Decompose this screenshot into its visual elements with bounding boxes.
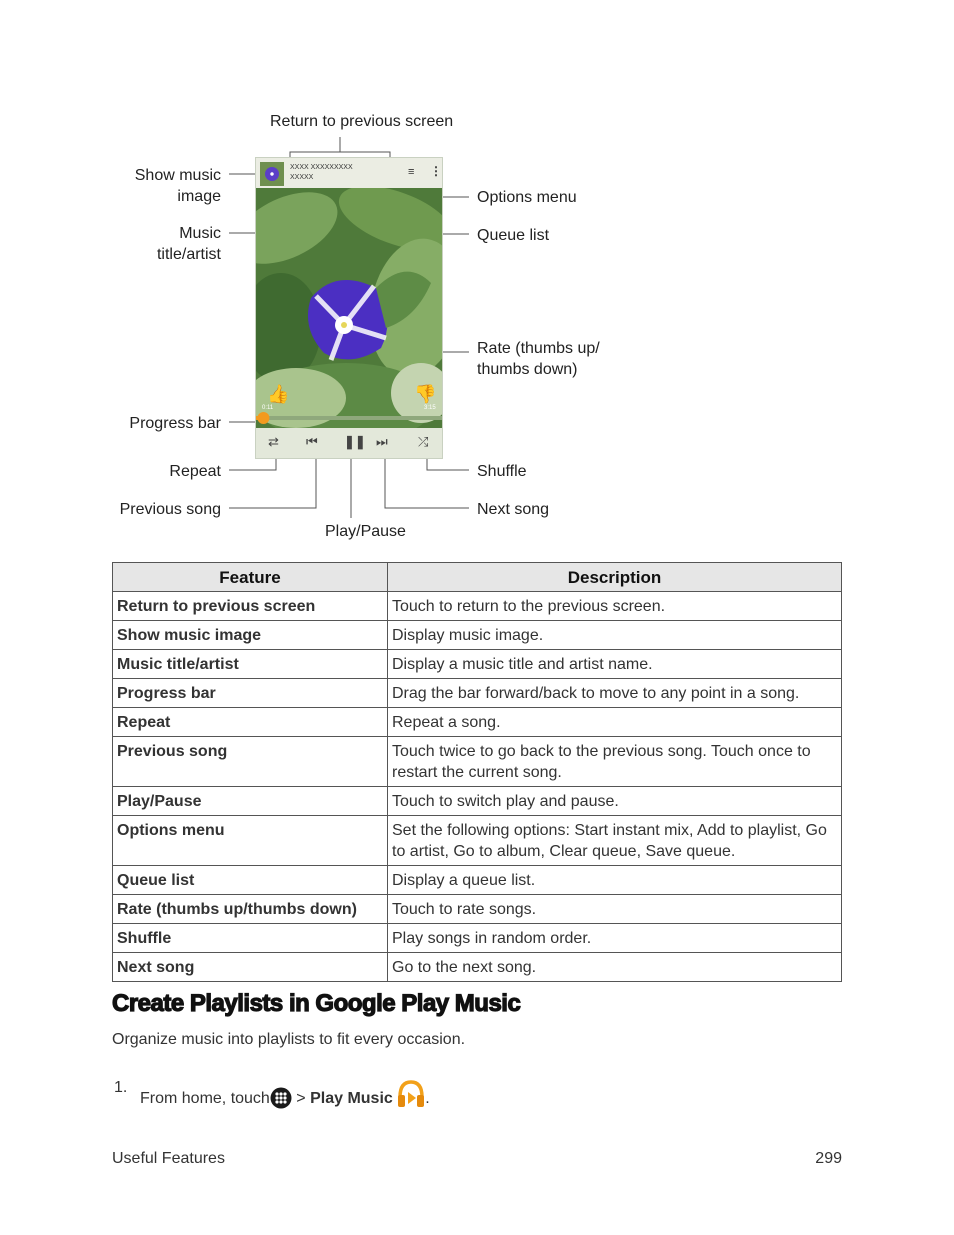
feature-cell: Repeat [113, 708, 388, 737]
music-title-text: XXXX XXXXXXXXX [290, 164, 353, 171]
album-art-flower-image [256, 188, 442, 428]
step-number: 1. [114, 1079, 128, 1096]
feature-cell: Return to previous screen [113, 592, 388, 621]
description-cell: Touch twice to go back to the previous song. Touch once to restart the current song. [388, 737, 842, 787]
description-cell: Play songs in random order. [388, 924, 842, 953]
table-row [113, 737, 842, 787]
feature-cell: Next song [113, 953, 388, 982]
time-total-text: 3:15 [424, 405, 436, 411]
feature-cell: Show music image [113, 621, 388, 650]
callout-repeat: Repeat [169, 463, 221, 480]
annotated-player-figure [0, 0, 954, 560]
thumbs-down-icon: 👎 [414, 384, 437, 404]
callout-music-title-line2: title/artist [156, 246, 221, 263]
callout-progress-bar: Progress bar [129, 415, 221, 432]
description-cell: Repeat a song. [388, 708, 842, 737]
table-row [113, 650, 842, 679]
description-cell: Drag the bar forward/back to move to any point in a song. [388, 679, 842, 708]
feature-cell: Shuffle [113, 924, 388, 953]
table-row [113, 592, 842, 621]
callout-rate-line2: thumbs down) [477, 361, 578, 378]
callout-queue-list: Queue list [477, 227, 550, 244]
step-text [140, 1079, 430, 1114]
callout-music-title-artist [110, 223, 221, 265]
feature-cell: Play/Pause [113, 787, 388, 816]
callout-previous-song: Previous song [119, 501, 221, 518]
shuffle-icon[interactable]: ⤮ [418, 434, 429, 449]
phone-top-bar[interactable] [256, 158, 442, 188]
feature-cell: Options menu [113, 816, 388, 866]
apps-grid-icon [270, 1087, 292, 1114]
thumbs-up-icon: 👍 [267, 384, 290, 404]
music-artist-text: XXXXX [290, 174, 314, 181]
step-prefix: From home, touch [140, 1090, 270, 1107]
time-elapsed-text: 0:11 [262, 405, 274, 411]
play-pause-icon[interactable]: ❚❚ [344, 434, 366, 449]
description-cell: Set the following options: Start instant mix, Add to playlist, Go to artist, Go to album, Clear queue, Save queue. [388, 816, 842, 866]
table-row [113, 924, 842, 953]
step-suffix: . [425, 1090, 430, 1107]
footer-page-number: 299 [815, 1150, 842, 1167]
header-description: Description [388, 563, 842, 592]
next-song-icon[interactable]: ⏭ [376, 434, 388, 449]
callout-play-pause: Play/Pause [325, 523, 406, 540]
music-image-thumbnail[interactable] [260, 162, 284, 186]
table-row [113, 866, 842, 895]
feature-cell: Queue list [113, 866, 388, 895]
options-menu-icon[interactable]: ⋮ [430, 164, 442, 178]
feature-cell: Previous song [113, 737, 388, 787]
description-cell: Display a music title and artist name. [388, 650, 842, 679]
step-separator: > [296, 1090, 306, 1107]
table-row [113, 679, 842, 708]
callout-show-music-image-line1: Show music [134, 167, 221, 184]
table-row [113, 787, 842, 816]
description-cell: Display music image. [388, 621, 842, 650]
callout-options-menu: Options menu [477, 189, 577, 206]
section-title: Create Playlists in Google Play Music [112, 990, 521, 1017]
table-row [113, 621, 842, 650]
table-row [113, 708, 842, 737]
header-feature: Feature [113, 563, 388, 592]
callout-next-song: Next song [477, 501, 550, 518]
section-intro: Organize music into playlists to fit every occasion. [112, 1031, 466, 1048]
description-cell: Touch to rate songs. [388, 895, 842, 924]
callout-music-title-line1: Music [179, 225, 221, 242]
description-cell: Go to the next song. [388, 953, 842, 982]
callout-show-music-image-line2: image [177, 188, 221, 205]
table-row [113, 816, 842, 866]
repeat-icon[interactable]: ⇄ [268, 434, 279, 449]
feature-description-table [112, 562, 842, 982]
footer-section-name: Useful Features [112, 1150, 225, 1167]
previous-song-icon[interactable]: ⏮ [306, 434, 318, 449]
feature-cell: Rate (thumbs up/thumbs down) [113, 895, 388, 924]
progress-thumb[interactable] [257, 412, 269, 424]
table-row [113, 953, 842, 982]
play-music-headphones-icon [397, 1079, 425, 1114]
feature-cell: Music title/artist [113, 650, 388, 679]
description-cell: Touch to switch play and pause. [388, 787, 842, 816]
callout-show-music-image [110, 165, 221, 207]
callout-rate-line1: Rate (thumbs up/ [477, 340, 600, 357]
callout-return-to-previous-screen: Return to previous screen [270, 113, 454, 130]
description-cell: Display a queue list. [388, 866, 842, 895]
step-app-name: Play Music [310, 1090, 393, 1107]
queue-list-icon[interactable]: ≡ [408, 166, 415, 178]
callout-shuffle: Shuffle [477, 463, 527, 480]
callout-rate [477, 338, 600, 380]
table-header-row [113, 563, 842, 592]
progress-track[interactable] [256, 416, 442, 420]
phone-player-screen [256, 158, 442, 458]
feature-cell: Progress bar [113, 679, 388, 708]
description-cell: Touch to return to the previous screen. [388, 592, 842, 621]
playback-controls [256, 428, 442, 458]
table-row [113, 895, 842, 924]
